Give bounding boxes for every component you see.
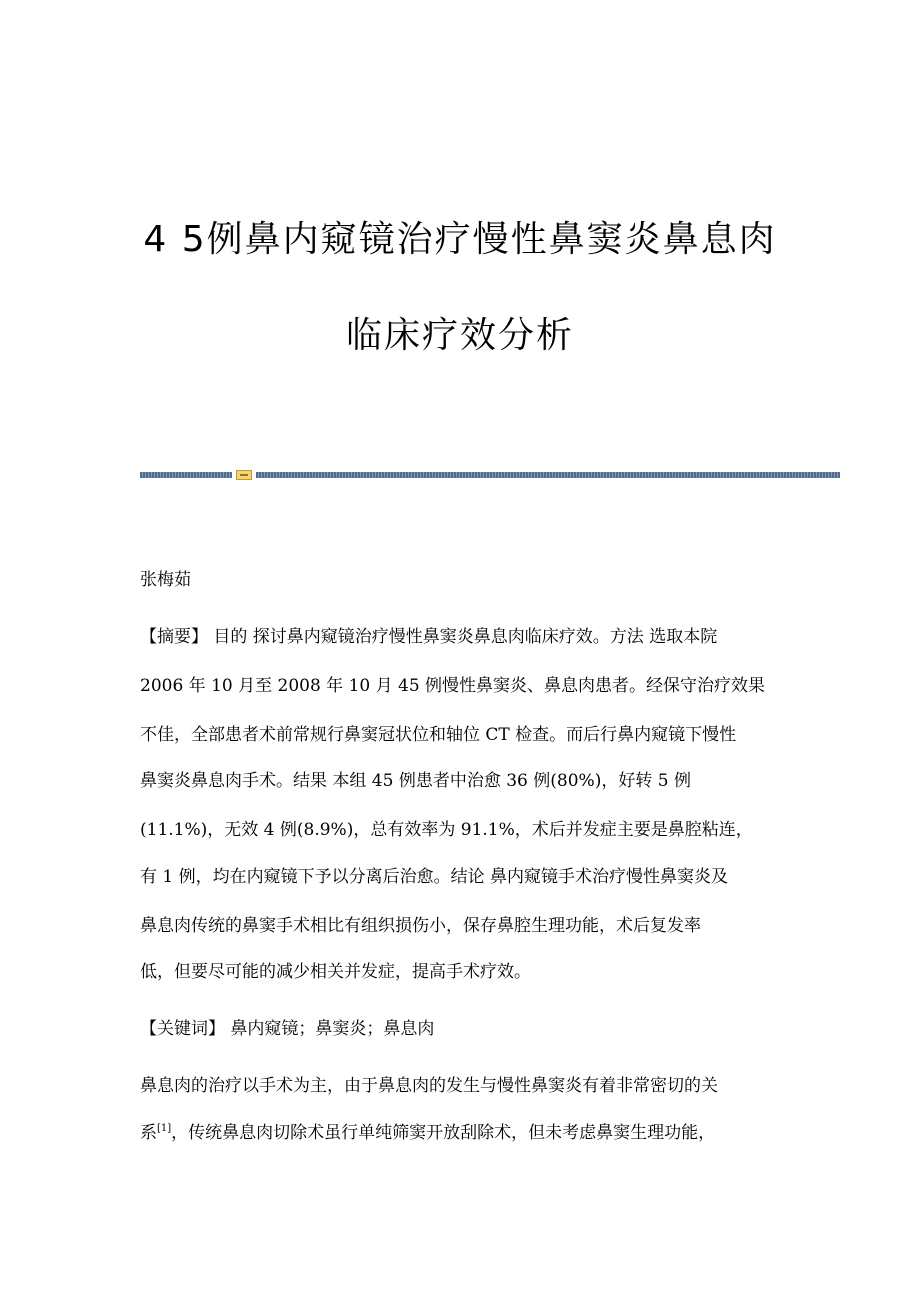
abstract-line: 不佳，全部患者术前常规行鼻窦冠状位和轴位 CT 检查。而后行鼻内窥镜下慢性 [140, 725, 737, 745]
citation-reference: [1] [157, 1123, 172, 1134]
body-line-prefix: 系 [140, 1123, 157, 1143]
abstract-line: 低，但要尽可能的减少相关并发症，提高手术疗效。 [140, 962, 531, 982]
title-divider [140, 470, 840, 480]
abstract-line: 鼻窦炎鼻息肉手术。结果 本组 45 例患者中治愈 36 例(80%)，好转 5 例 [140, 771, 691, 791]
abstract-line: 【摘要】 目的 探讨鼻内窥镜治疗慢性鼻窦炎鼻息肉临床疗效。方法 选取本院 [140, 627, 718, 647]
abstract-line: 2006 年 10 月至 2008 年 10 月 45 例慢性鼻窦炎、鼻息肉患者。经保守治疗效果 [140, 676, 766, 696]
divider-ornament-icon [236, 470, 252, 480]
divider-bar-left [140, 472, 232, 478]
author-name: 张梅茹 [140, 570, 191, 590]
body-line-rest: ，传统鼻息肉切除术虽行单纯筛窦开放刮除术，但未考虑鼻窦生理功能， [171, 1123, 716, 1143]
title-line-2: 临床疗效分析 [345, 315, 574, 356]
body-line-with-citation [140, 1121, 715, 1145]
body-line: 鼻息肉的治疗以手术为主，由于鼻息肉的发生与慢性鼻窦炎有着非常密切的关 [140, 1076, 718, 1096]
title-line-1: 4 5例鼻内窥镜治疗慢性鼻窦炎鼻息肉 [143, 219, 777, 260]
keywords-line: 【关键词】 鼻内窥镜；鼻窦炎；鼻息肉 [140, 1019, 435, 1039]
abstract-line: 有 1 例，均在内窥镜下予以分离后治愈。结论 鼻内窥镜手术治疗慢性鼻窦炎及 [140, 867, 729, 887]
abstract-line: (11.1%)，无效 4 例(8.9%)，总有效率为 91.1%，术后并发症主要是鼻腔粘连， [140, 820, 753, 840]
divider-bar-right [256, 472, 840, 478]
abstract-line: 鼻息肉传统的鼻窦手术相比有组织损伤小，保存鼻腔生理功能，术后复发率 [140, 916, 701, 936]
